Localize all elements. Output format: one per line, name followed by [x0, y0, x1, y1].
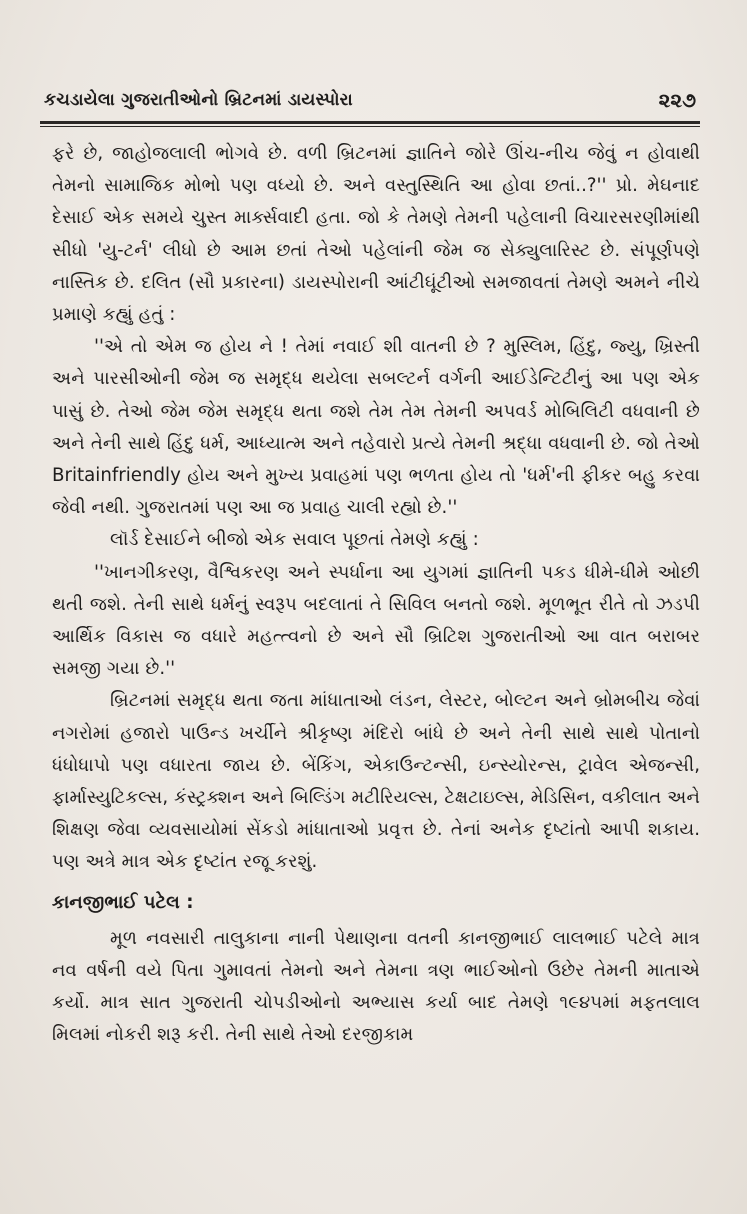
- paragraph-entrepreneurs: બ્રિટનમાં સમૃદ્ધ થતા જતા માંધાતાઓ લંડન, લેસ્ટર, બોલ્ટન અને બ્રોમબીચ જેવાં નગરોમાં હજારો પાઉન્ડ ખર્ચીને શ્રીકૃષ્ણ મંદિરો બાંધે છે અને તેની સાથે સાથે પોતાનો ધંધોધાપો પણ વધારતા જાય છે. બેંકિંગ, એકાઉન્ટન્સી, ઇન્સ્યોરન્સ, ટ્રાવેલ એજન્સી, ફાર્માસ્યુટિકલ્સ, કંસ્ટ્રક્શન અને બિલ્ડિંગ મટીરિયલ્સ, ટેક્ષટાઇલ્સ, મેડિસિન, વકીલાત અને શિક્ષણ જેવા વ્યવસાયોમાં સેંકડો માંધાતાઓ પ્રવૃત્ત છે. તેનાં અનેક દૃષ્ટાંતો આપી શકાય. પણ અત્રે માત્ર એક દૃષ્ટાંત રજૂ કરશું.: [52, 690, 700, 873]
- paragraph-quote-2: ''ખાનગીકરણ, વૈશ્વિકરણ અને સ્પર્ધાના આ યુગમાં જ્ઞાતિની પકડ ધીમે-ધીમે ઓછી થતી જશે. તેની સાથે ધર્મનું સ્વરૂપ બદલાતાં તે સિવિલ બનતો જશે. મૂળભૂત રીતે તો ઝડપી આર્થિક વિકાસ જ વધારે મહત્ત્વનો છે અને સૌ બ્રિટિશ ગુજરાતીઓ આ વાત બરાબર સમજી ગયા છે.'': [52, 561, 700, 680]
- paragraph-quote-1: ''એ તો એમ જ હોય ને ! તેમાં નવાઈ શી વાતની છે ? મુસ્લિમ, હિંદુ, જ્યુ, ખ્રિસ્તી અને પારસીઓની જેમ જ સમૃદ્ધ થયેલા સબલ્ટર્ન વર્ગની આઈડેન્ટિટીનું આ પણ એક પાસું છે. તેઓ જેમ જેમ સમૃદ્ધ થતા જશે તેમ તેમ તેમની અપવર્ડ મોબિલિટી વધવાની છે અને તેની સાથે હિંદુ ધર્મ, આધ્યાત્મ અને તહેવારો પ્રત્યે તેમની શ્રદ્ધા વધવાની છે. જો તેઓ Britainfriendly હોય અને મુખ્ય પ્રવાહમાં પણ ભળતા હોય તો 'ધર્મ'ની ફીકર બહુ કરવા જેવી નથી. ગુજરાતમાં પણ આ જ પ્રવાહ ચાલી રહ્યો છે.'': [52, 336, 700, 519]
- paragraph-question: લૉર્ડ દેસાઈને બીજો એક સવાલ પૂછતાં તેમણે કહ્યું :: [110, 529, 479, 551]
- page-number: ૨૨૭: [658, 88, 696, 112]
- page-header: [40, 78, 700, 118]
- header-rule-thin: [40, 126, 700, 127]
- page-body: [52, 138, 700, 1052]
- paragraph-intro: ફરે છે, જાહોજલાલી ભોગવે છે. વળી બ્રિટનમાં જ્ઞાતિને જોરે ઊંચ-નીચ જેવું ન હોવાથી તેમનો સામાજિક મોભો પણ વધ્યો છે. અને વસ્તુસ્થિતિ આ હોવા છતાં..?'' પ્રો. મેઘનાદ દેસાઈ એક સમયે ચુસ્ત માર્ક્સવાદી હતા. જો કે તેમણે તેમની પહેલાની વિચારસરણીમાંથી સીધો 'યુ-ટર્ન' લીધો છે આમ છતાં તેઓ પહેલાંની જેમ જ સેક્યુલારિસ્ટ છે. સંપૂર્ણપણે નાસ્તિક છે. દલિત (સૌ પ્રકારના) ડાયસ્પોરાની આંટીઘૂંટીઓ સમજાવતાં તેમણે અમને નીચે પ્રમાણે કહ્યું હતું :: [52, 143, 700, 326]
- running-head: કચડાયેલા ગુજરાતીઓનો બ્રિટનમાં ડાયસ્પોરા: [44, 90, 353, 110]
- paragraph-biography: મૂળ નવસારી તાલુકાના નાની પેથાણના વતની કાનજીભાઈ લાલભાઈ પટેલે માત્ર નવ વર્ષની વયે પિતા ગુમાવતાં તેમનો અને તેમના ત્રણ ભાઈઓનો ઉછેર તેમની માતાએ કર્યો. માત્ર સાત ગુજરાતી ચોપડીઓનો અભ્યાસ કર્યા બાદ તેમણે ૧૯૪૫માં મફતલાલ મિલમાં નોકરી શરૂ કરી. તેની સાથે તેઓ દરજીકામ: [52, 927, 700, 1046]
- section-heading: કાનજીભાઈ પટેલ :: [52, 891, 194, 913]
- header-rule: [40, 121, 700, 124]
